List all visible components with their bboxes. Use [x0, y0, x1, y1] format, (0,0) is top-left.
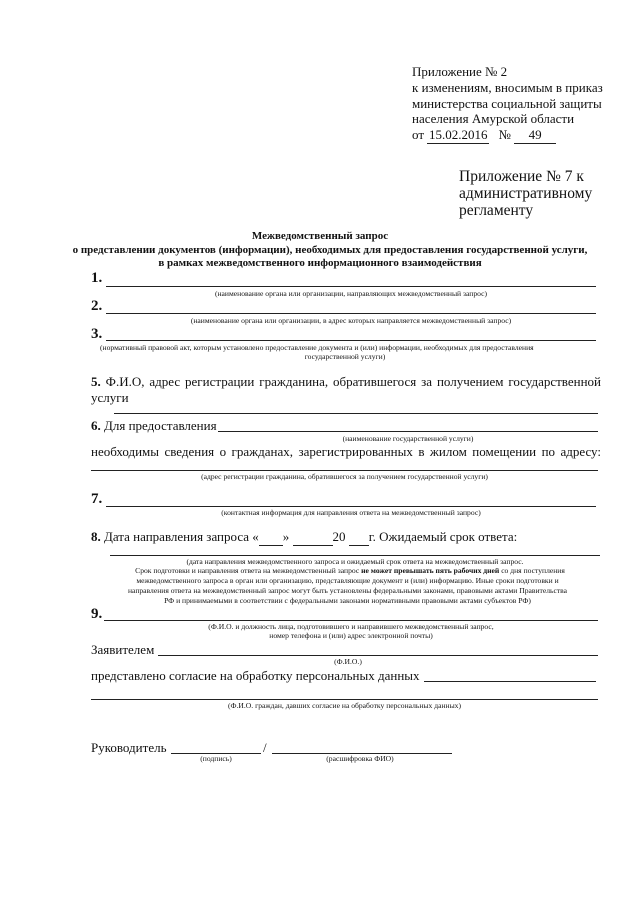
- item-5-text-line1: [91, 374, 601, 390]
- item-5-text-b: услуги: [91, 390, 129, 405]
- item-9-line[interactable]: [104, 620, 598, 621]
- consent-line-2[interactable]: [91, 699, 598, 700]
- item-8-caption-b-pre: Срок подготовки и направления ответа на межведомственный запрос: [135, 566, 360, 575]
- item-3-caption-a: (нормативный правовой акт, которым установлено предоставление документа и (или) информации, необходимых для предоставления: [100, 343, 534, 352]
- item-1-line[interactable]: [106, 286, 596, 287]
- consent-text: представлено согласие на обработку персональных данных: [91, 668, 420, 683]
- item-6b-line[interactable]: [91, 470, 598, 471]
- title-line3: в рамках межведомственного информационного взаимодействия: [158, 257, 482, 269]
- item-8-caption-b-bold: не может превышать пять рабочих дней: [361, 566, 500, 575]
- header-line2: к изменениям, вносимым в приказ: [412, 80, 603, 95]
- consent-caption: (Ф.И.О. граждан, давших согласие на обработку персональных данных): [227, 701, 462, 710]
- title-line2: о представлении документов (информации), необходимых для предоставления государственной услуги,: [72, 244, 588, 256]
- item-8-caption-a: (дата направления межведомственного запроса и ожидаемый срок ответа на межведомственный запрос.: [186, 557, 524, 566]
- item-6-text: Для предоставления: [104, 418, 217, 433]
- header-line4: населения Амурской области: [412, 111, 575, 126]
- item-7-caption: (контактная информация для направления ответа на межведомственный запрос): [221, 508, 481, 517]
- num-prefix: №: [498, 127, 511, 142]
- item-8-caption-b: [90, 566, 610, 576]
- item-7-number: 7.: [91, 491, 103, 507]
- item-8-number: 8.: [91, 529, 101, 544]
- item-6b-caption: (адрес регистрации гражданина, обратившегося за получением государственной услуги): [201, 472, 488, 481]
- applicant-caption: (Ф.И.О.): [334, 657, 362, 666]
- item-8-line[interactable]: [110, 555, 600, 556]
- item-6-number: 6.: [91, 418, 101, 433]
- num-value: 49: [514, 127, 556, 144]
- item-3-caption-b: государственной услуги): [304, 352, 386, 361]
- item-8-month-field[interactable]: [293, 529, 333, 546]
- item-7-line[interactable]: [106, 506, 596, 507]
- item-5-text-a: Ф.И.О, адрес регистрации гражданина, обратившегося за получением государственной: [105, 374, 602, 389]
- title-line1: Межведомственный запрос: [251, 230, 389, 242]
- item-2-caption: (наименование органа или организации, в адрес которых направляется межведомственный запрос): [190, 316, 512, 325]
- item-8-caption-d: направления ответа на межведомственный запрос могут быть установлены федеральными законами, правовыми актами Правительства: [127, 586, 568, 595]
- signature-caption: (подпись): [200, 754, 232, 763]
- item-8-caption-b-post: со дня поступления: [501, 566, 565, 575]
- item-6-line[interactable]: [218, 431, 598, 432]
- item-1-caption: (наименование органа или организации, направляющих межведомственный запрос): [214, 289, 488, 298]
- item-3-number: 3.: [91, 326, 103, 342]
- header-date-line: [412, 127, 556, 144]
- item-1-number: 1.: [91, 270, 103, 286]
- header-line1: Приложение № 2: [412, 64, 508, 79]
- appendix-line2: административному: [459, 185, 593, 202]
- item-8-text-c: 20: [332, 529, 346, 544]
- item-6-text-line: [91, 418, 217, 434]
- item-8-caption-c: межведомственного запроса в орган или организацию, представляющие документ и (или) информацию. Иные сроки подготовки и: [136, 576, 559, 585]
- item-8-year-field[interactable]: [349, 529, 369, 546]
- item-8-text-d: г. Ожидаемый срок ответа:: [368, 529, 518, 544]
- item-5-line[interactable]: [114, 413, 598, 414]
- signature-label: Руководитель: [91, 740, 167, 755]
- item-9-number: 9.: [91, 606, 103, 622]
- appendix-line3: регламенту: [459, 202, 534, 219]
- applicant-label: Заявителем: [91, 642, 155, 657]
- item-5-number: 5.: [91, 374, 101, 389]
- item-8-caption-e: РФ и принимаемыми в соответствии с федеральными законами нормативными правовыми актами субъектов РФ): [164, 596, 531, 605]
- item-6-caption: (наименование государственной услуги): [342, 434, 474, 443]
- appendix-line1: Приложение № 7 к: [459, 168, 584, 185]
- item-8-text-b: »: [282, 529, 290, 544]
- item-8-day-field[interactable]: [259, 529, 283, 546]
- consent-line[interactable]: [424, 681, 596, 682]
- item-2-number: 2.: [91, 298, 103, 314]
- item-8-text-line: [91, 529, 517, 546]
- item-9-caption-b: номер телефона и (или) адрес электронной почты): [269, 631, 433, 640]
- item-2-line[interactable]: [106, 313, 596, 314]
- header-line3: министерства социальной защиты: [412, 96, 602, 111]
- signature-slash: /: [263, 740, 267, 755]
- applicant-line[interactable]: [158, 655, 598, 656]
- date-value: 15.02.2016: [429, 127, 488, 142]
- signature-decode-caption: (расшифровка ФИО): [326, 754, 394, 763]
- item-9-caption-a: (Ф.И.О. и должность лица, подготовившего и направившего межведомственный запрос,: [208, 622, 494, 631]
- item-3-line[interactable]: [106, 340, 596, 341]
- date-prefix: от: [412, 127, 425, 142]
- item-6-text-b: необходимы сведения о гражданах, зарегистрированных в жилом помещении по адресу:: [91, 444, 601, 459]
- item-8-text-a: Дата направления запроса «: [104, 529, 259, 544]
